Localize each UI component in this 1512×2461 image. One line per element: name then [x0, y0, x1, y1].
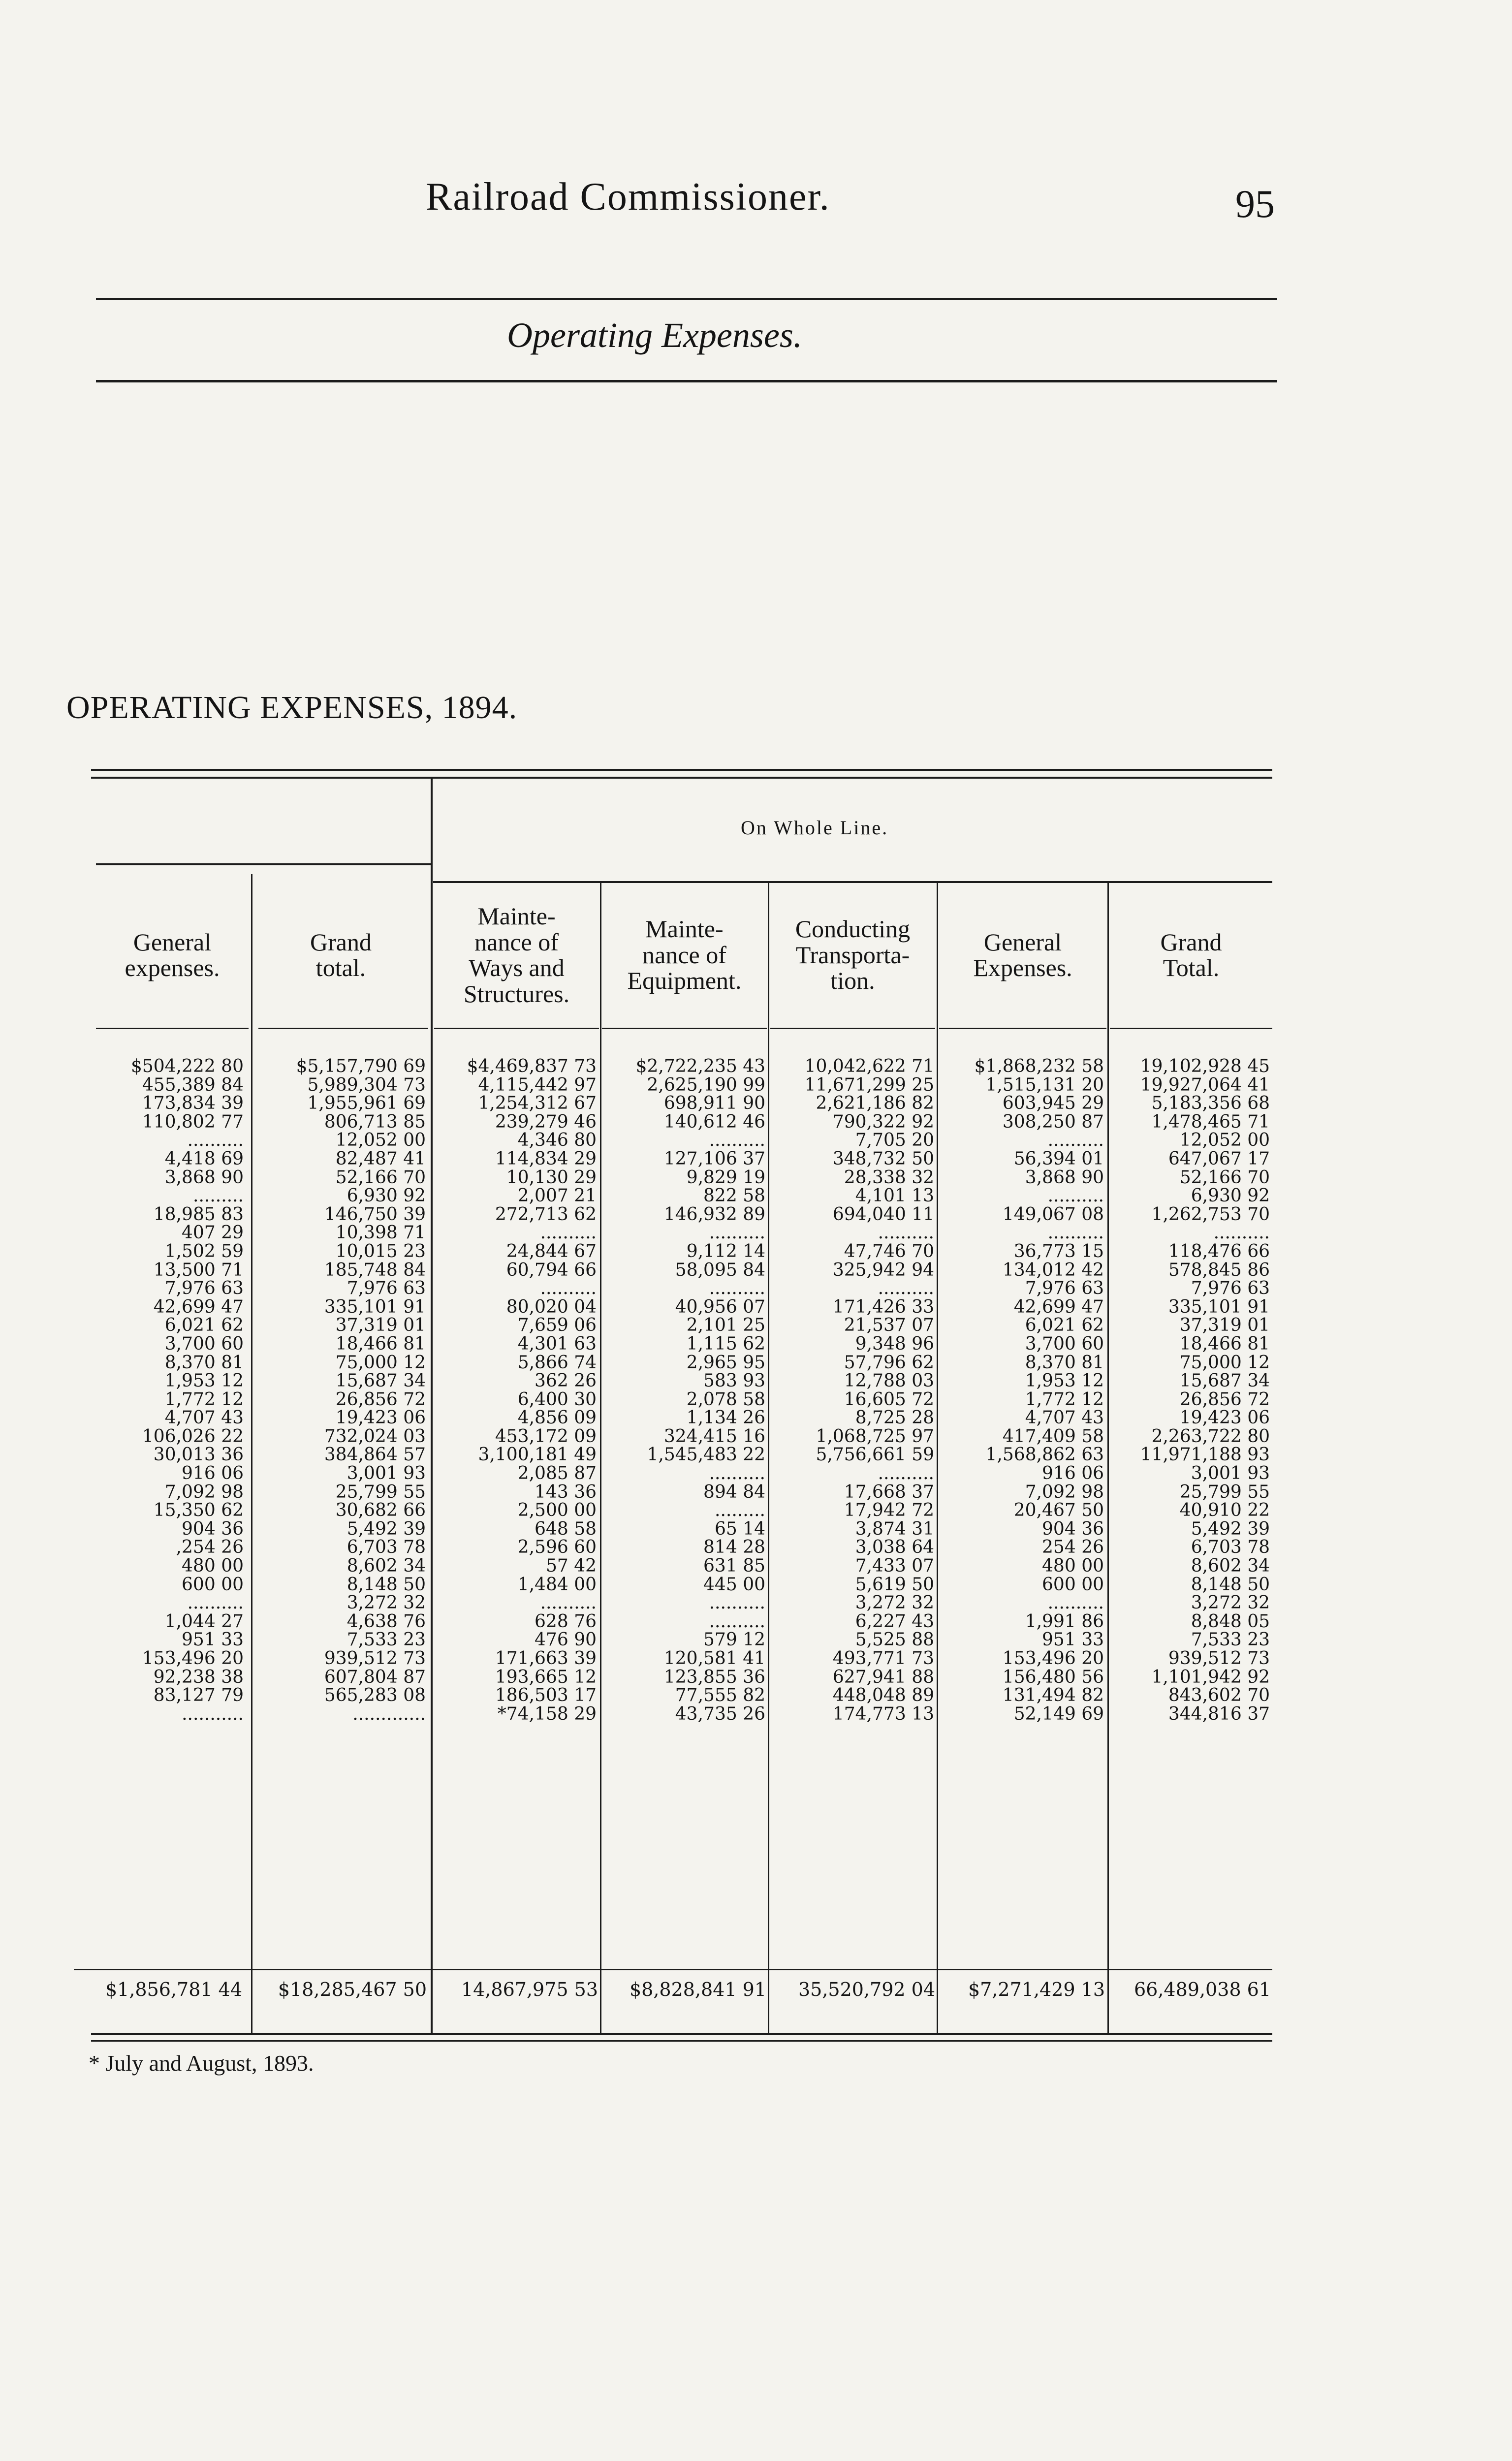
table-cell: 16,605 72	[844, 1389, 934, 1410]
table-cell: 3,868 90	[164, 1167, 244, 1188]
table-cell: 7,092 98	[1025, 1482, 1104, 1502]
total-general-expenses-whole-line: $7,271,429 13	[968, 1979, 1105, 2000]
table-cell: 60,794 66	[506, 1260, 597, 1280]
table-cell: 5,183,356 68	[1151, 1093, 1270, 1114]
subheader-rule	[96, 863, 431, 865]
table-cell: 4,115,442 97	[478, 1074, 597, 1095]
table-cell: 453,172 09	[495, 1426, 597, 1447]
table-cell: ..........	[709, 1611, 765, 1632]
table-cell: 407 29	[182, 1223, 244, 1243]
table-bottom-rule	[91, 2033, 1272, 2035]
table-cell: 75,000 12	[1179, 1352, 1270, 1373]
table-cell: 9,112 14	[686, 1241, 765, 1262]
table-cell: 131,494 82	[1002, 1685, 1104, 1706]
table-cell: 6,400 30	[517, 1389, 597, 1410]
table-cell: 153,496 20	[142, 1648, 244, 1669]
table-cell: 4,418 69	[164, 1148, 244, 1169]
table-cell: 6,703 78	[1191, 1537, 1270, 1558]
table-cell: 156,480 56	[1002, 1667, 1104, 1687]
table-cell: 583 93	[703, 1371, 765, 1391]
table-cell: 335,101 91	[324, 1296, 426, 1317]
table-cell: 3,038 64	[855, 1537, 934, 1558]
table-cell: 114,834 29	[495, 1148, 597, 1169]
table-top-rule	[91, 769, 1272, 771]
table-cell: 5,866 74	[517, 1352, 597, 1373]
table-cell: 4,707 43	[1025, 1408, 1104, 1428]
table-cell: 7,533 23	[346, 1630, 426, 1650]
table-cell: 24,844 67	[506, 1241, 597, 1262]
table-cell: 173,834 39	[142, 1093, 244, 1114]
table-cell: ..........	[540, 1223, 597, 1243]
table-cell: 1,991 86	[1025, 1611, 1104, 1632]
table-cell: 4,101 13	[855, 1186, 934, 1206]
table-cell: 13,500 71	[153, 1260, 244, 1280]
header-underline	[1110, 1028, 1272, 1029]
table-cell: 143 36	[535, 1482, 597, 1502]
section-title: Operating Expenses.	[507, 316, 802, 355]
table-cell: 631 85	[703, 1556, 765, 1577]
table-cell: 6,703 78	[346, 1537, 426, 1558]
table-cell: 118,476 66	[1168, 1241, 1270, 1262]
table-cell: 2,596 60	[517, 1537, 597, 1558]
table-cell: 3,700 60	[164, 1333, 244, 1354]
table-cell: 17,942 72	[844, 1500, 934, 1521]
table-cell: 7,092 98	[164, 1482, 244, 1502]
table-cell: 2,263,722 80	[1151, 1426, 1270, 1447]
table-cell: 52,166 70	[1179, 1167, 1270, 1188]
table-cell: 2,085 87	[517, 1463, 597, 1484]
table-cell: 2,007 21	[517, 1186, 597, 1206]
table-cell: 193,665 12	[495, 1667, 597, 1687]
table-cell: 1,044 27	[164, 1611, 244, 1632]
table-cell: 82,487 41	[335, 1148, 426, 1169]
table-cell: 10,042,622 71	[804, 1056, 934, 1076]
table-cell: 146,750 39	[324, 1204, 426, 1225]
table-cell: 8,370 81	[1025, 1352, 1104, 1373]
table-cell: 2,965 95	[686, 1352, 765, 1373]
table-cell: 603,945 29	[1002, 1093, 1104, 1114]
table-cell: 77,555 82	[675, 1685, 765, 1706]
table-cell: 939,512 73	[324, 1648, 426, 1669]
table-cell: 57 42	[545, 1556, 597, 1577]
table-cell: 123,855 36	[663, 1667, 765, 1687]
table-cell: 15,350 62	[153, 1500, 244, 1521]
table-cell: 6,930 92	[1191, 1186, 1270, 1206]
table-cell: 43,735 26	[675, 1704, 765, 1724]
table-cell: .............	[352, 1704, 426, 1724]
table-cell: *74,158 29	[497, 1704, 597, 1724]
table-cell: ..........	[187, 1130, 244, 1151]
table-cell: 239,279 46	[495, 1111, 597, 1132]
table-cell: 647,067 17	[1168, 1148, 1270, 1169]
table-cell: 106,026 22	[142, 1426, 244, 1447]
table-cell: ..........	[540, 1593, 597, 1613]
table-cell: ..........	[878, 1223, 934, 1243]
table-cell: 9,829 19	[686, 1167, 765, 1188]
table-cell: ..........	[1047, 1130, 1104, 1151]
table-cell: 25,799 55	[335, 1482, 426, 1502]
table-cell: 732,024 03	[324, 1426, 426, 1447]
table-cell: 149,067 08	[1002, 1204, 1104, 1225]
table-cell: ,254 26	[176, 1537, 244, 1558]
table-cell: 2,078 58	[686, 1389, 765, 1410]
column-general-expenses	[74, 1057, 244, 1723]
table-cell: 628 76	[535, 1611, 597, 1632]
table-cell: 30,013 36	[153, 1445, 244, 1465]
table-cell: 4,346 80	[517, 1130, 597, 1151]
table-cell: 120,581 41	[663, 1648, 765, 1669]
table-cell: 627,941 88	[832, 1667, 934, 1687]
table-cell: 579 12	[703, 1630, 765, 1650]
table-cell: 17,668 37	[844, 1482, 934, 1502]
table-cell: 7,705 20	[855, 1130, 934, 1151]
table-cell: 3,001 93	[346, 1463, 426, 1484]
table-cell: 362 26	[535, 1371, 597, 1391]
table-cell: 493,771 73	[832, 1648, 934, 1669]
table-cell: 951 33	[1042, 1630, 1104, 1650]
header-underline	[96, 1028, 249, 1029]
table-cell: 4,707 43	[164, 1408, 244, 1428]
table-cell: 1,254,312 67	[478, 1093, 597, 1114]
table-cell: 3,272 32	[346, 1593, 426, 1613]
table-top-rule-2	[91, 777, 1272, 779]
table-cell: ..........	[878, 1278, 934, 1299]
total-grand-total-whole-line: 66,489,038 61	[1134, 1979, 1271, 2000]
table-cell: 19,927,064 41	[1140, 1074, 1270, 1095]
table-cell: 28,338 32	[844, 1167, 934, 1188]
table-cell: 1,953 12	[1025, 1371, 1104, 1391]
table-cell: 1,262,753 70	[1151, 1204, 1270, 1225]
table-cell: 80,020 04	[506, 1296, 597, 1317]
table-cell: 134,012 42	[1002, 1260, 1104, 1280]
table-cell: 3,868 90	[1025, 1167, 1104, 1188]
total-grand-total: $18,285,467 50	[278, 1979, 427, 2000]
table-cell: 5,989,304 73	[307, 1074, 426, 1095]
table-cell: 578,845 86	[1168, 1260, 1270, 1280]
total-maintenance-ways: 14,867,975 53	[461, 1979, 598, 2000]
table-cell: .........	[193, 1186, 244, 1206]
table-cell: 11,671,299 25	[804, 1074, 934, 1095]
table-cell: 806,713 85	[324, 1111, 426, 1132]
table-cell: 140,612 46	[663, 1111, 765, 1132]
table-cell: 8,725 28	[855, 1408, 934, 1428]
header-underline	[602, 1028, 767, 1029]
table-cell: 384,864 57	[324, 1445, 426, 1465]
table-cell: 1,134 26	[686, 1408, 765, 1428]
table-cell: 3,272 32	[1191, 1593, 1270, 1613]
table-cell: 1,068,725 97	[816, 1426, 934, 1447]
table-cell: 2,101 25	[686, 1315, 765, 1336]
table-cell: ..........	[709, 1223, 765, 1243]
table-cell: 30,682 66	[335, 1500, 426, 1521]
total-conducting-transportation: 35,520,792 04	[798, 1979, 935, 2000]
table-cell: 1,478,465 71	[1151, 1111, 1270, 1132]
table-cell: 448,048 89	[832, 1685, 934, 1706]
page-number: 95	[1235, 183, 1275, 226]
table-cell: ..........	[709, 1130, 765, 1151]
table-cell: 6,227 43	[855, 1611, 934, 1632]
table-cell: ..........	[1213, 1223, 1270, 1243]
table-cell: 822 58	[703, 1186, 765, 1206]
table-cell: 83,127 79	[153, 1685, 244, 1706]
table-cell: 92,238 38	[153, 1667, 244, 1687]
table-cell: 1,953 12	[164, 1371, 244, 1391]
table-cell: 1,545,483 22	[647, 1445, 765, 1465]
table-cell: 790,322 92	[832, 1111, 934, 1132]
column-conducting-transportation	[769, 1057, 934, 1723]
column-grand-total	[239, 1057, 426, 1723]
header-underline	[258, 1028, 428, 1029]
table-cell: 951 33	[182, 1630, 244, 1650]
table-cell: 8,370 81	[164, 1352, 244, 1373]
table-cell: 6,021 62	[1025, 1315, 1104, 1336]
column-maintenance-ways	[423, 1057, 597, 1723]
table-cell: ...........	[182, 1704, 244, 1724]
table-cell: 2,625,190 99	[647, 1074, 765, 1095]
table-cell: 171,426 33	[832, 1296, 934, 1317]
table-cell: 10,130 29	[506, 1167, 597, 1188]
table-cell: 904 36	[182, 1518, 244, 1539]
column-header-grand-total-whole-line: Grand Total.	[1160, 928, 1222, 981]
table-cell: ..........	[709, 1278, 765, 1299]
table-cell: $4,469,837 73	[467, 1056, 597, 1076]
table-title: OPERATING EXPENSES, 1894.	[66, 690, 518, 726]
table-cell: 3,272 32	[855, 1593, 934, 1613]
table-cell: 47,746 70	[844, 1241, 934, 1262]
table-cell: ..........	[187, 1593, 244, 1613]
column-general-expenses-whole-line	[938, 1057, 1104, 1723]
column-header-conducting-transportation: Conducting Transporta- tion.	[795, 915, 911, 995]
column-maintenance-equipment	[596, 1057, 765, 1723]
table-cell: 335,101 91	[1168, 1296, 1270, 1317]
table-cell: 843,602 70	[1168, 1685, 1270, 1706]
column-header-maintenance-equipment: Mainte- nance of Equipment.	[627, 915, 742, 995]
table-cell: 26,856 72	[335, 1389, 426, 1410]
table-cell: 3,874 31	[855, 1518, 934, 1539]
table-cell: 600 00	[1042, 1574, 1104, 1595]
table-cell: 19,423 06	[1179, 1408, 1270, 1428]
table-cell: 56,394 01	[1013, 1148, 1104, 1169]
table-cell: ..........	[709, 1463, 765, 1484]
column-header-general-expenses-whole-line: General Expenses.	[973, 928, 1072, 981]
table-cell: 814 28	[703, 1537, 765, 1558]
table-cell: 7,976 63	[164, 1278, 244, 1299]
column-header-grand-total: Grand total.	[310, 928, 372, 981]
table-cell: 607,804 87	[324, 1667, 426, 1687]
table-cell: 8,602 34	[346, 1556, 426, 1577]
table-cell: 348,732 50	[832, 1148, 934, 1169]
table-cell: 7,976 63	[1025, 1278, 1104, 1299]
table-cell: 26,856 72	[1179, 1389, 1270, 1410]
table-cell: 6,930 92	[346, 1186, 426, 1206]
table-cell: 9,348 96	[855, 1333, 934, 1354]
table-cell: 37,319 01	[1179, 1315, 1270, 1336]
table-cell: 40,910 22	[1179, 1500, 1270, 1521]
table-cell: 52,149 69	[1013, 1704, 1104, 1724]
table-cell: 1,502 59	[164, 1241, 244, 1262]
table-cell: 65 14	[714, 1518, 765, 1539]
table-cell: 1,568,862 63	[985, 1445, 1104, 1465]
table-cell: 52,166 70	[335, 1167, 426, 1188]
group-underline	[433, 881, 1272, 883]
table-cell: 12,788 03	[844, 1371, 934, 1391]
table-cell: 8,602 34	[1191, 1556, 1270, 1577]
table-cell: 57,796 62	[844, 1352, 934, 1373]
table-cell: 445 00	[703, 1574, 765, 1595]
totals-rule	[74, 1969, 1272, 1970]
table-cell: 8,148 50	[346, 1574, 426, 1595]
table-cell: 18,466 81	[1179, 1333, 1270, 1354]
table-cell: 7,976 63	[346, 1278, 426, 1299]
table-cell: 7,433 07	[855, 1556, 934, 1577]
table-cell: 36,773 15	[1013, 1241, 1104, 1262]
footnote: * July and August, 1893.	[89, 2051, 314, 2076]
table-cell: $5,157,790 69	[296, 1056, 426, 1076]
header-underline	[434, 1028, 599, 1029]
section-rule	[96, 380, 1277, 382]
table-cell: $1,868,232 58	[974, 1056, 1104, 1076]
table-cell: 1,772 12	[164, 1389, 244, 1410]
table-cell: 20,467 50	[1013, 1500, 1104, 1521]
running-head: Railroad Commissioner.	[426, 175, 830, 219]
header-underline	[939, 1028, 1106, 1029]
table-cell: 5,492 39	[346, 1518, 426, 1539]
table-cell: 565,283 08	[324, 1685, 426, 1706]
table-cell: 4,301 63	[517, 1333, 597, 1354]
table-cell: 42,699 47	[153, 1296, 244, 1317]
table-cell: 19,423 06	[335, 1408, 426, 1428]
header-underline	[770, 1028, 935, 1029]
table-cell: 5,492 39	[1191, 1518, 1270, 1539]
table-cell: 174,773 13	[832, 1704, 934, 1724]
table-cell: 476 90	[535, 1630, 597, 1650]
table-cell: 8,148 50	[1191, 1574, 1270, 1595]
table-cell: .........	[715, 1500, 765, 1521]
table-cell: 25,799 55	[1179, 1482, 1270, 1502]
table-cell: 694,040 11	[832, 1204, 934, 1225]
table-cell: 42,699 47	[1013, 1296, 1104, 1317]
table-cell: 18,466 81	[335, 1333, 426, 1354]
table-cell: 325,942 94	[832, 1260, 934, 1280]
table-cell: ..........	[540, 1278, 597, 1299]
table-cell: 15,687 34	[1179, 1371, 1270, 1391]
table-cell: 185,748 84	[324, 1260, 426, 1280]
table-cell: 600 00	[182, 1574, 244, 1595]
total-general-expenses: $1,856,781 44	[105, 1979, 242, 2000]
table-cell: 10,015 23	[335, 1241, 426, 1262]
table-cell: 18,985 83	[153, 1204, 244, 1225]
table-cell: 1,955,961 69	[307, 1093, 426, 1114]
table-cell: 1,772 12	[1025, 1389, 1104, 1410]
table-cell: 19,102,928 45	[1140, 1056, 1270, 1076]
table-cell: ..........	[1047, 1593, 1104, 1613]
table-cell: 272,713 62	[495, 1204, 597, 1225]
group-header: On Whole Line.	[741, 817, 889, 839]
table-cell: 2,621,186 82	[816, 1093, 934, 1114]
table-cell: 12,052 00	[1179, 1130, 1270, 1151]
table-cell: 40,956 07	[675, 1296, 765, 1317]
table-cell: 37,319 01	[335, 1315, 426, 1336]
table-cell: 5,756,661 59	[816, 1445, 934, 1465]
table-cell: 698,911 90	[663, 1093, 765, 1114]
table-cell: 146,932 89	[663, 1204, 765, 1225]
table-cell: 7,533 23	[1191, 1630, 1270, 1650]
table-cell: 7,659 06	[517, 1315, 597, 1336]
table-cell: 110,802 77	[142, 1111, 244, 1132]
table-cell: 1,101,942 92	[1151, 1667, 1270, 1687]
table-bottom-rule-2	[91, 2040, 1272, 2042]
table-cell: 10,398 71	[335, 1223, 426, 1243]
table-cell: 455,389 84	[142, 1074, 244, 1095]
table-cell: 916 06	[1042, 1463, 1104, 1484]
table-cell: 3,700 60	[1025, 1333, 1104, 1354]
table-cell: 254 26	[1042, 1537, 1104, 1558]
table-cell: 11,971,188 93	[1140, 1445, 1270, 1465]
table-cell: $504,222 80	[130, 1056, 244, 1076]
table-cell: ..........	[878, 1463, 934, 1484]
column-header-general-expenses: General expenses.	[125, 928, 220, 981]
table-cell: $2,722,235 43	[635, 1056, 765, 1076]
table-cell: 6,021 62	[164, 1315, 244, 1336]
table-cell: 21,537 07	[844, 1315, 934, 1336]
table-cell: 939,512 73	[1168, 1648, 1270, 1669]
table-cell: 4,638 76	[346, 1611, 426, 1632]
table-cell: 4,856 09	[517, 1408, 597, 1428]
table-cell: 3,001 93	[1191, 1463, 1270, 1484]
table-cell: 1,484 00	[517, 1574, 597, 1595]
table-cell: ..........	[1047, 1186, 1104, 1206]
table-cell: 648 58	[535, 1518, 597, 1539]
table-cell: 894 84	[703, 1482, 765, 1502]
table-cell: ..........	[1047, 1223, 1104, 1243]
table-cell: 1,115 62	[686, 1333, 765, 1354]
table-cell: 916 06	[182, 1463, 244, 1484]
table-cell: 5,525 88	[855, 1630, 934, 1650]
table-cell: 8,848 05	[1191, 1611, 1270, 1632]
table-cell: 58,095 84	[675, 1260, 765, 1280]
table-cell: 480 00	[182, 1556, 244, 1577]
table-cell: ..........	[709, 1593, 765, 1613]
column-grand-total-whole-line	[1107, 1057, 1270, 1723]
table-cell: 186,503 17	[495, 1685, 597, 1706]
table-cell: 904 36	[1042, 1518, 1104, 1539]
table-cell: 153,496 20	[1002, 1648, 1104, 1669]
table-cell: 12,052 00	[335, 1130, 426, 1151]
table-cell: 2,500 00	[517, 1500, 597, 1521]
table-cell: 324,415 16	[663, 1426, 765, 1447]
header-rule	[96, 298, 1277, 300]
table-cell: 127,106 37	[663, 1148, 765, 1169]
table-cell: 5,619 50	[855, 1574, 934, 1595]
table-cell: 344,816 37	[1168, 1704, 1270, 1724]
table-cell: 15,687 34	[335, 1371, 426, 1391]
table-cell: 75,000 12	[335, 1352, 426, 1373]
column-header-maintenance-ways: Mainte- nance of Ways and Structures.	[463, 902, 570, 1008]
table-cell: 1,515,131 20	[985, 1074, 1104, 1095]
table-cell: 171,663 39	[495, 1648, 597, 1669]
table-cell: 417,409 58	[1002, 1426, 1104, 1447]
table-cell: 480 00	[1042, 1556, 1104, 1577]
table-cell: 3,100,181 49	[478, 1445, 597, 1465]
table-cell: 308,250 87	[1002, 1111, 1104, 1132]
total-maintenance-equipment: $8,828,841 91	[629, 1979, 766, 2000]
table-cell: 7,976 63	[1191, 1278, 1270, 1299]
